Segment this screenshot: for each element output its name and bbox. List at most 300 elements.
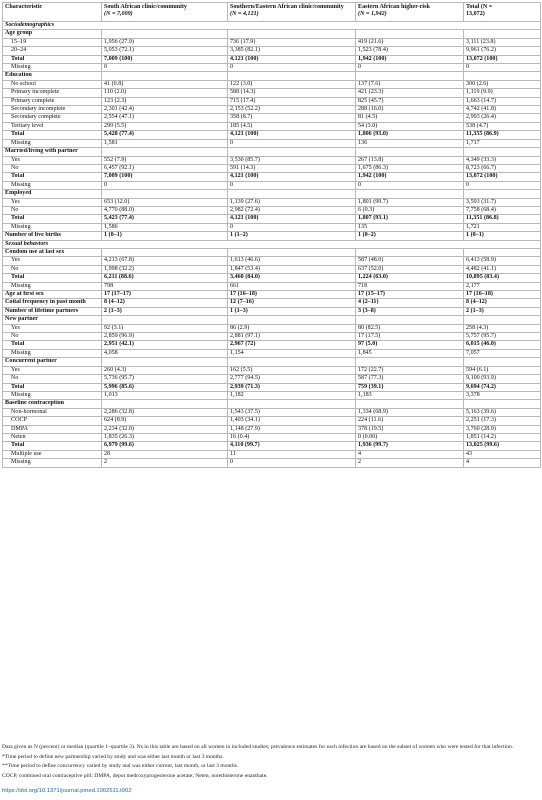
row-label: Total [3,131,102,139]
row-value [356,72,464,80]
row-label: Employed [3,190,102,198]
row-value: 718 [356,282,464,290]
row-value [356,400,464,408]
row-value: 1,942 (100) [356,173,464,181]
row-value: 1,013 [102,391,228,399]
row-value: 135 [356,223,464,231]
row-value: 637 (52.0) [356,265,464,273]
table-row [3,173,541,181]
row-value: 1 (0–1) [102,232,228,240]
row-value: 16 (0.4) [228,433,356,441]
row-value [464,72,541,80]
row-value: 0 [464,181,541,189]
table-row [3,341,541,349]
row-value: 3,111 (23.8) [464,38,541,46]
table-row [3,122,541,130]
table-row [3,22,541,30]
row-value: 1 (0–1) [464,232,541,240]
footnote-data: Data given as N (percent) or median (quartile 1–quartile 3). Ns in this table are based on all women in included studies; prevalence estimates for each infection are based on the subset of women who were tested for that infection. [2,744,514,750]
row-value [228,148,356,156]
row-label: 15–19 [3,38,102,46]
row-value: 4,742 (41.8) [464,106,541,114]
row-value: 1,543 (37.5) [228,408,356,416]
row-value: 1 (1–3) [228,307,356,315]
row-value: 3 (3–8) [356,307,464,315]
row-value: 0 [356,64,464,72]
row-value: 17 (15–17) [356,291,464,299]
row-value: 4,482 (41.1) [464,265,541,273]
row-value: 110 (2.0) [102,89,228,97]
row-value: 0 (0.00) [356,433,464,441]
table-row [3,139,541,147]
row-value: 11 [228,450,356,458]
row-value: 5,757 (95.7) [464,333,541,341]
row-value: 2,301 (42.4) [102,106,228,114]
row-value: 1,403 (34.1) [228,417,356,425]
row-value: 122 (3.0) [228,80,356,88]
row-value: 4,770 (88.0) [102,206,228,214]
row-value [102,358,228,366]
row-value: 11,351 (86.8) [464,215,541,223]
row-value: 1,581 [102,139,228,147]
row-value: 4,121 (100) [228,55,356,63]
row-value [228,248,356,256]
row-value: 552 (7.9) [102,156,228,164]
footnote-abbreviations: COCP, combined oral contraceptive pill; DMPA, depot medroxyprogesterone acetate; Neten, norethisterone enanthate. [2,772,268,779]
row-value: 123 (2.3) [102,97,228,105]
row-value [356,248,464,256]
row-value: 0 [356,181,464,189]
row-value [464,190,541,198]
row-value: 8,723 (66.7) [464,164,541,172]
table-row [3,38,541,46]
row-value: 4,121 (100) [228,215,356,223]
row-value: 43 [464,450,541,458]
row-value: 4 [356,450,464,458]
table-footnotes [2,743,540,781]
row-label: 20–24 [3,47,102,55]
row-value: 1,851 (14.2) [464,433,541,441]
row-value: 653 (12.0) [102,198,228,206]
row-label: No [3,164,102,172]
row-value: 5,053 (72.1) [102,47,228,55]
table-row [3,291,541,299]
row-label: Total [3,341,102,349]
row-value [228,358,356,366]
table-row [3,442,541,450]
row-value [102,30,228,38]
row-value: 378 (19.5) [356,425,464,433]
row-value: 17 (16–18) [228,291,356,299]
row-value: 185 (4.5) [228,122,356,130]
row-label: Yes [3,366,102,374]
row-value: 4,121 (100) [228,131,356,139]
table-row [3,97,541,105]
row-value: 1,523 (78.4) [356,47,464,55]
row-value [102,190,228,198]
row-value: 1,139 (27.6) [228,198,356,206]
row-value: 3,593 (31.7) [464,198,541,206]
table-row [3,206,541,214]
row-value: 54 (3.0) [356,122,464,130]
row-value: 6,457 (92.1) [102,164,228,172]
row-label: Missing [3,349,102,357]
row-label: Sociodemographics [3,22,541,30]
row-value: 1,224 (63.0) [356,274,464,282]
row-value: 825 (45.7) [356,97,464,105]
row-value [464,248,541,256]
row-value [356,148,464,156]
row-value: 299 (5.5) [102,122,228,130]
row-value: 591 (14.3) [228,164,356,172]
row-value [102,72,228,80]
row-value: 4 (2–11) [356,299,464,307]
row-value: 4,213 (67.8) [102,257,228,265]
table-row [3,307,541,315]
row-value [228,400,356,408]
row-value: 736 (17.9) [228,38,356,46]
row-value [356,190,464,198]
row-value [356,316,464,324]
table-row [3,274,541,282]
row-value: 1,835 (26.3) [102,433,228,441]
row-value: 2,939 (71.3) [228,383,356,391]
table-body [3,22,541,468]
row-value: 4,058 [102,349,228,357]
table-row [3,131,541,139]
row-label: No [3,265,102,273]
table-row [3,198,541,206]
table-row [3,232,541,240]
row-value: 1,807 (93.1) [356,215,464,223]
row-label: Missing [3,223,102,231]
row-label: DMPA [3,425,102,433]
row-value: 6,015 (46.0) [464,341,541,349]
table-row [3,299,541,307]
row-value: 300 (2.6) [464,80,541,88]
table-row [3,349,541,357]
row-value: 2,251 (17.3) [464,417,541,425]
row-value: 7,057 [464,349,541,357]
row-value: 1,183 [356,391,464,399]
row-value: 81 (4.5) [356,114,464,122]
row-value: 2,234 (32.0) [102,425,228,433]
row-value: 12 (7–16) [228,299,356,307]
table-row [3,223,541,231]
row-label: Multiple use [3,450,102,458]
table-row [3,181,541,189]
row-label: Non-hormonal [3,408,102,416]
table-row [3,80,541,88]
row-label: Age group [3,30,102,38]
row-value: 6,211 (88.6) [102,274,228,282]
row-value: 4 [464,459,541,467]
row-value [228,30,356,38]
row-value: 2 [356,459,464,467]
row-label: Missing [3,139,102,147]
doi-link[interactable]: https://doi.org/10.1371/journal.pmed.1002511.t002 [2,788,132,794]
table-row [3,358,541,366]
row-label: Married/living with partner [3,148,102,156]
table-row [3,366,541,374]
row-value: 1 (0–2) [356,232,464,240]
row-label: Tertiary level [3,122,102,130]
row-label: Neten [3,433,102,441]
row-value: 358 (8.7) [228,114,356,122]
row-value: 260 (4.3) [102,366,228,374]
row-value: 288 (16.0) [356,106,464,114]
table-row [3,190,541,198]
row-value: 587 (48.0) [356,257,464,265]
row-value: 9,694 (74.2) [464,383,541,391]
row-value: 13,072 (100) [464,55,541,63]
row-label: Sexual behaviors [3,240,541,248]
characteristics-table [2,2,541,468]
row-value [228,190,356,198]
row-value: 97 (5.0) [356,341,464,349]
row-label: Missing [3,391,102,399]
row-value: 1,663 (14.7) [464,97,541,105]
table-row [3,450,541,458]
row-value: 1,586 [102,223,228,231]
row-value: 0 [102,64,228,72]
table-row [3,55,541,63]
row-value: 6,413 (58.9) [464,257,541,265]
row-value: 86 (2.9) [228,324,356,332]
table-row [3,265,541,273]
row-value [356,30,464,38]
row-value: 1,801 (99.7) [356,198,464,206]
row-value: 3,530 (85.7) [228,156,356,164]
row-value: 538 (4.7) [464,122,541,130]
table-row [3,433,541,441]
row-value [102,400,228,408]
table-row [3,391,541,399]
footnote-concurrent: **Time period to define concurrency varied by study and was either current, last month, or last 3 months. [2,763,239,769]
row-value: 17 (17.5) [356,333,464,341]
footnote-new-partner: *Time period to define new partnership varied by study and was either last month or last 3 months. [2,753,224,760]
row-value: 1,675 (86.3) [356,164,464,172]
row-value: 1,154 [228,349,356,357]
table-row [3,72,541,80]
row-label: Primary incomplete [3,89,102,97]
row-value: 5,423 (77.4) [102,215,228,223]
row-value: 11,355 (86.9) [464,131,541,139]
table-row [3,425,541,433]
row-label: Missing [3,459,102,467]
row-value: 13,072 (100) [464,173,541,181]
row-label: Coital frequency in past month [3,299,102,307]
row-label: Total [3,55,102,63]
row-label: Secondary complete [3,114,102,122]
row-value: 0 [228,139,356,147]
row-label: No school [3,80,102,88]
row-label: Age at first sex [3,291,102,299]
row-value: 1,148 (27.9) [228,425,356,433]
row-label: Yes [3,198,102,206]
table-row [3,316,541,324]
row-value: 8 (4–12) [464,299,541,307]
row-value: 421 (23.3) [356,89,464,97]
row-value: 419 (21.6) [356,38,464,46]
row-value [464,148,541,156]
row-value: 624 (8.9) [102,417,228,425]
row-value: 137 (7.6) [356,80,464,88]
row-value: 3,760 (28.9) [464,425,541,433]
table-row [3,64,541,72]
table-row [3,408,541,416]
row-value: 7,009 (100) [102,173,228,181]
row-value: 2,777 (94.5) [228,375,356,383]
row-value: 587 (77.3) [356,375,464,383]
row-value: 2,967 (72) [228,341,356,349]
row-label: Total [3,274,102,282]
row-label: Yes [3,324,102,332]
row-label: COCP [3,417,102,425]
row-value: 4,121 (100) [228,173,356,181]
row-value: 5,163 (39.6) [464,408,541,416]
table-row [3,106,541,114]
row-value: 9,100 (93.9) [464,375,541,383]
table-row [3,156,541,164]
row-value: 759 (39.1) [356,383,464,391]
row-label: Total [3,442,102,450]
table-row [3,324,541,332]
table-row [3,114,541,122]
header-total: Total (N = 13,072) [464,3,541,22]
table-row [3,282,541,290]
row-value: 2,881 (97.1) [228,333,356,341]
row-value: 0 [228,64,356,72]
row-value: 3,460 (84.0) [228,274,356,282]
row-value: 2,286 (32.8) [102,408,228,416]
row-label: Baseline contraception [3,400,102,408]
row-label: Primary complete [3,97,102,105]
header-eastern-african-higher-risk: Eastern African higher-risk (N = 1,942) [356,3,464,22]
row-value: 2,177 [464,282,541,290]
row-value: 1,613 (46.6) [228,257,356,265]
row-value: 588 (14.3) [228,89,356,97]
row-value: 6 (0.3) [356,206,464,214]
row-value [464,358,541,366]
table-row [3,215,541,223]
table-row [3,248,541,256]
row-value: 224 (11.6) [356,417,464,425]
row-value: 10,895 (83.4) [464,274,541,282]
row-value: 2,982 (72.4) [228,206,356,214]
table-row [3,257,541,265]
row-value: 0 [102,181,228,189]
row-value: 3,378 [464,391,541,399]
row-value: 1,936 (99.7) [356,442,464,450]
row-label: Number of lifetime partners [3,307,102,315]
row-value: 258 (4.3) [464,324,541,332]
row-value: 0 [464,64,541,72]
row-label: Yes [3,257,102,265]
row-value: 715 (17.4) [228,97,356,105]
table-header-row [3,3,541,22]
header-south-african: South African clinic/community (N = 7,009) [102,3,228,22]
row-value: 5,996 (85.6) [102,383,228,391]
row-label: Condom use at last sex [3,248,102,256]
row-value: 6,979 (99.6) [102,442,228,450]
row-label: Secondary incomplete [3,106,102,114]
row-value: 17 (17–17) [102,291,228,299]
row-value: 798 [102,282,228,290]
row-value [228,72,356,80]
row-value: 4,349 (33.3) [464,156,541,164]
row-label: Number of live births [3,232,102,240]
row-value: 92 (3.1) [102,324,228,332]
row-value: 5,428 (77.4) [102,131,228,139]
header-southern-eastern-african: Southern/Eastern African clinic/community (N = 4,121) [228,3,356,22]
table-row [3,240,541,248]
table-row [3,148,541,156]
row-value: 28 [102,450,228,458]
row-value [102,148,228,156]
row-value: 80 (82.5) [356,324,464,332]
table-row [3,459,541,467]
row-value [464,400,541,408]
table-row [3,383,541,391]
row-value: 594 (6.1) [464,366,541,374]
row-value: 2,859 (96.9) [102,333,228,341]
row-value: 13,025 (99.6) [464,442,541,450]
row-value: 8 (4–12) [102,299,228,307]
row-value: 9,961 (76.2) [464,47,541,55]
row-label: No [3,375,102,383]
row-value: 1,334 (68.9) [356,408,464,416]
row-value: 5,736 (95.7) [102,375,228,383]
row-value [464,30,541,38]
row-value: 661 [228,282,356,290]
row-value: 0 [228,223,356,231]
row-label: Missing [3,64,102,72]
row-value: 1,717 [464,139,541,147]
table-row [3,164,541,172]
row-value [464,316,541,324]
row-value: 172 (22.7) [356,366,464,374]
table-row [3,417,541,425]
row-value: 2 (1–3) [464,307,541,315]
row-value: 1,806 (93.0) [356,131,464,139]
row-value: 41 (0.8) [102,80,228,88]
row-value: 2,951 (42.1) [102,341,228,349]
row-value: 2,153 (52.2) [228,106,356,114]
row-value: 162 (5.5) [228,366,356,374]
row-value: 3,385 (82.1) [228,47,356,55]
row-value: 2,993 (26.4) [464,114,541,122]
row-label: Total [3,173,102,181]
row-label: No [3,333,102,341]
row-value: 1,119 (9.9) [464,89,541,97]
row-value [102,316,228,324]
table-row [3,30,541,38]
row-value: 2 (1–3) [102,307,228,315]
row-value: 1,942 (100) [356,55,464,63]
table-row [3,400,541,408]
row-label: Concurrent partner** [3,358,102,366]
table-row [3,89,541,97]
row-value [356,358,464,366]
table-row [3,375,541,383]
row-label: Yes [3,156,102,164]
row-label: Missing [3,282,102,290]
header-characteristic: Characteristic [3,3,102,22]
row-value: 267 (13.8) [356,156,464,164]
row-label: Missing [3,181,102,189]
row-label: New partner* [3,316,102,324]
